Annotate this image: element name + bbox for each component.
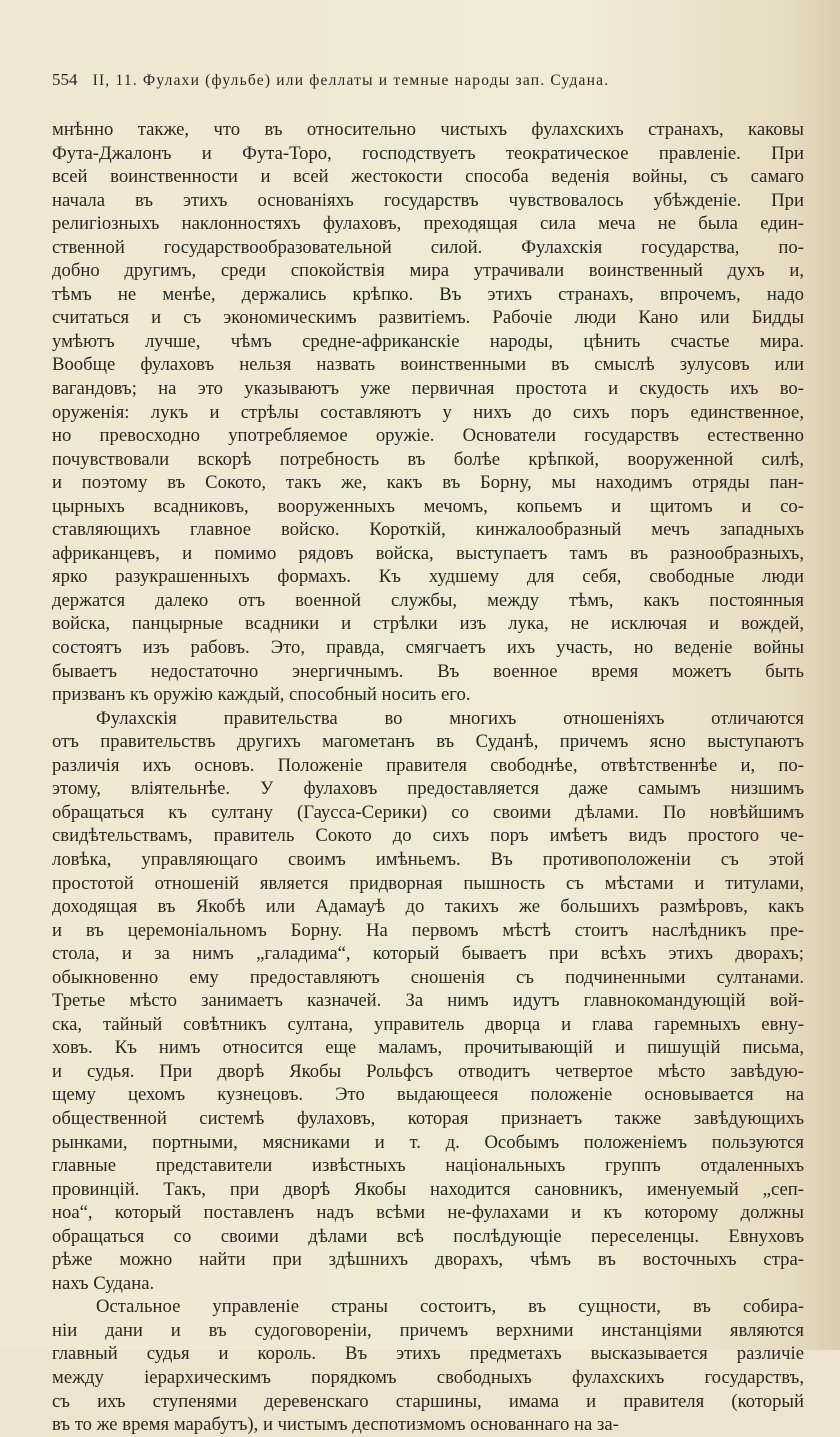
text-line: обыкновенно ему предоставляютъ сношенія съ подчиненными султанами. [52,966,804,988]
text-line: и въ церемоніальномъ Борну. На первомъ мѣстѣ стоитъ наслѣдникъ пре- [52,919,804,941]
text-line: призванъ къ оружію каждый, способный носить его. [52,684,471,706]
text-line: цырныхъ всадниковъ, вооруженныхъ мечомъ, копьемъ и щитомъ и со- [52,495,804,517]
text-line: ставляющихъ главное войско. Короткій, кинжалообразный мечъ западныхъ [52,519,804,541]
text-line: доходящая въ Якобѣ или Адамауѣ до такихъ же большихъ размѣровъ, какъ [52,896,804,918]
text-line: Вообще фулаховъ нельзя назвать воинственными въ смыслѣ зулусовъ или [52,354,804,376]
running-title: II, 11. Фулахи (фульбе) или феллаты и темные народы зап. Судана. [92,72,610,89]
text-line: Фулахскія правительства во многихъ отношеніяхъ отличаются [96,707,804,729]
text-line: Остальное управленіе страны состоитъ, въ сущности, въ собира- [96,1296,804,1318]
text-line: тѣмъ не менѣе, держались крѣпко. Въ этихъ странахъ, впрочемъ, надо [52,283,804,305]
text-line: въ то же время марабутъ), и чистымъ деспотизмомъ основаннаго на за- [52,1414,619,1436]
text-line: умѣютъ лучше, чѣмъ средне-африканскіе народы, цѣнить счастье мира. [52,330,804,352]
text-line: мнѣнно также, что въ относительно чистыхъ фулахскихъ странахъ, каковы [52,119,804,140]
text-line: различія ихъ основъ. Положеніе правителя свободнѣе, отвѣтственнѣе и, по- [52,754,804,776]
text-line: добно другимъ, среди спокойствія мира утрачивали воинственный духъ и, [52,260,804,282]
text-line: обращаться къ султану (Гаусса-Серики) со своими дѣлами. По новѣйшимъ [52,801,804,823]
text-line: считаться и съ экономическимъ развитіемъ. Рабочіе люди Кано или Бидды [52,307,804,329]
text-line: всей воинственности и всей жестокости способа веденія войны, съ самаго [52,166,804,188]
text-line: войска, панцырные всадники и стрѣлки изъ лука, не исключая и вождей, [52,613,804,635]
text-line: религіозныхъ наклонностяхъ фулаховъ, преходящая сила меча не была един- [52,213,804,235]
text-line: ховъ. Къ нимъ относится еще маламъ, прочитывающій и пишущій письма, [52,1037,804,1059]
text-line: ярко разукрашенныхъ формахъ. Къ худшему для себя, свободные люди [52,566,804,588]
text-line: главные представители извѣстныхъ національныхъ группъ отдаленныхъ [52,1155,804,1177]
text-line: свидѣтельствамъ, правитель Сокото до сихъ поръ имѣетъ видъ простого че- [52,825,804,847]
text-line: отъ правительствъ другихъ магометанъ въ Суданѣ, причемъ ясно выступаютъ [52,731,804,753]
text-line: состоятъ изъ рабовъ. Это, правда, смягчаетъ ихъ участь, но веденіе войны [52,637,804,659]
text-line: этому, вліятельнѣе. У фулаховъ предоставляется даже самымъ низшимъ [52,778,804,800]
paragraph [52,1295,804,1436]
paragraph [52,707,804,1296]
text-line: стола, и за нимъ „галадима“, который бываетъ при всѣхъ этихъ дворахъ; [52,943,804,965]
text-line: обращаться со своими дѣлами всѣ послѣдующіе переселенцы. Евнуховъ [52,1225,804,1247]
text-line: простотой отношеній является придворная пышность съ мѣстами и титулами, [52,872,804,894]
text-line: щему цехомъ кузнецовъ. Это выдающееся положеніе основывается на [52,1084,804,1106]
text-line: бываетъ недостаточно энергичнымъ. Въ военное время можетъ быть [52,660,804,682]
body-text [52,118,804,1437]
text-line: ловѣка, управляющаго своимъ имѣньемъ. Въ противоположеніи съ этой [52,848,804,870]
text-line: ственной государствообразовательной силой. Фулахскія государства, по- [52,236,804,258]
running-header [52,70,812,90]
text-line: начала въ этихъ основаніяхъ государствъ чувствовалось убѣжденіе. При [52,189,804,211]
text-line: вагандовъ; на это указываютъ уже первичная простота и скудость ихъ во- [52,378,804,400]
text-line: между іерархическимъ порядкомъ свободныхъ фулахскихъ государствъ, [52,1366,804,1388]
text-line: почувствовали вскорѣ потребность въ болѣе крѣпкой, вооруженной силѣ, [52,448,804,470]
text-line: оруженія: лукъ и стрѣлы составляютъ у нихъ до сихъ поръ единственное, [52,401,804,423]
text-line: ніи дани и въ судоговореніи, причемъ верхними инстанціями являются [52,1319,804,1341]
text-line: Третье мѣсто занимаетъ казначей. За нимъ идутъ главнокомандующій вой- [52,990,804,1012]
text-line: Фута-Джалонъ и Фута-Торо, господствуетъ теократическое правленіе. При [52,142,804,164]
text-line: рынками, портными, мясниками и т. д. Особымъ положеніемъ пользуются [52,1131,804,1153]
text-line: нахъ Судана. [52,1272,155,1294]
text-line: провинцій. Такъ, при дворѣ Якобы находится сановникъ, именуемый „сеп- [52,1178,804,1200]
text-line: съ ихъ ступенями деревенскаго старшины, имама и правителя (который [52,1390,804,1412]
text-line: общественной системѣ фулаховъ, которая признаетъ также завѣдующихъ [52,1107,804,1129]
text-line: и поэтому въ Сокото, такъ же, какъ въ Борну, мы находимъ отряды пан- [52,472,804,494]
page-number: 554 [52,70,78,89]
text-line: и судья. При дворѣ Якобы Рольфсъ отводитъ четвертое мѣсто завѣдую- [52,1060,804,1082]
text-line: держатся далеко отъ военной службы, между тѣмъ, какъ постоянныя [52,589,804,611]
text-line: главный судья и король. Въ этихъ предметахъ высказывается различіе [52,1343,804,1365]
text-line: ноа“, который поставленъ надъ всѣми не-фулахами и къ которому должны [52,1202,804,1224]
text-line: ска, тайный совѣтникъ султана, управитель дворца и глава гаремныхъ евну- [52,1013,804,1035]
paragraph [52,118,804,707]
text-line: рѣже можно найти при здѣшнихъ дворахъ, чѣмъ въ восточныхъ стра- [52,1249,804,1271]
text-line: африканцевъ, и помимо рядовъ войска, выступаетъ тамъ въ разнообразныхъ, [52,542,804,564]
text-line: но превосходно употребляемое оружіе. Основатели государствъ естественно [52,425,804,447]
